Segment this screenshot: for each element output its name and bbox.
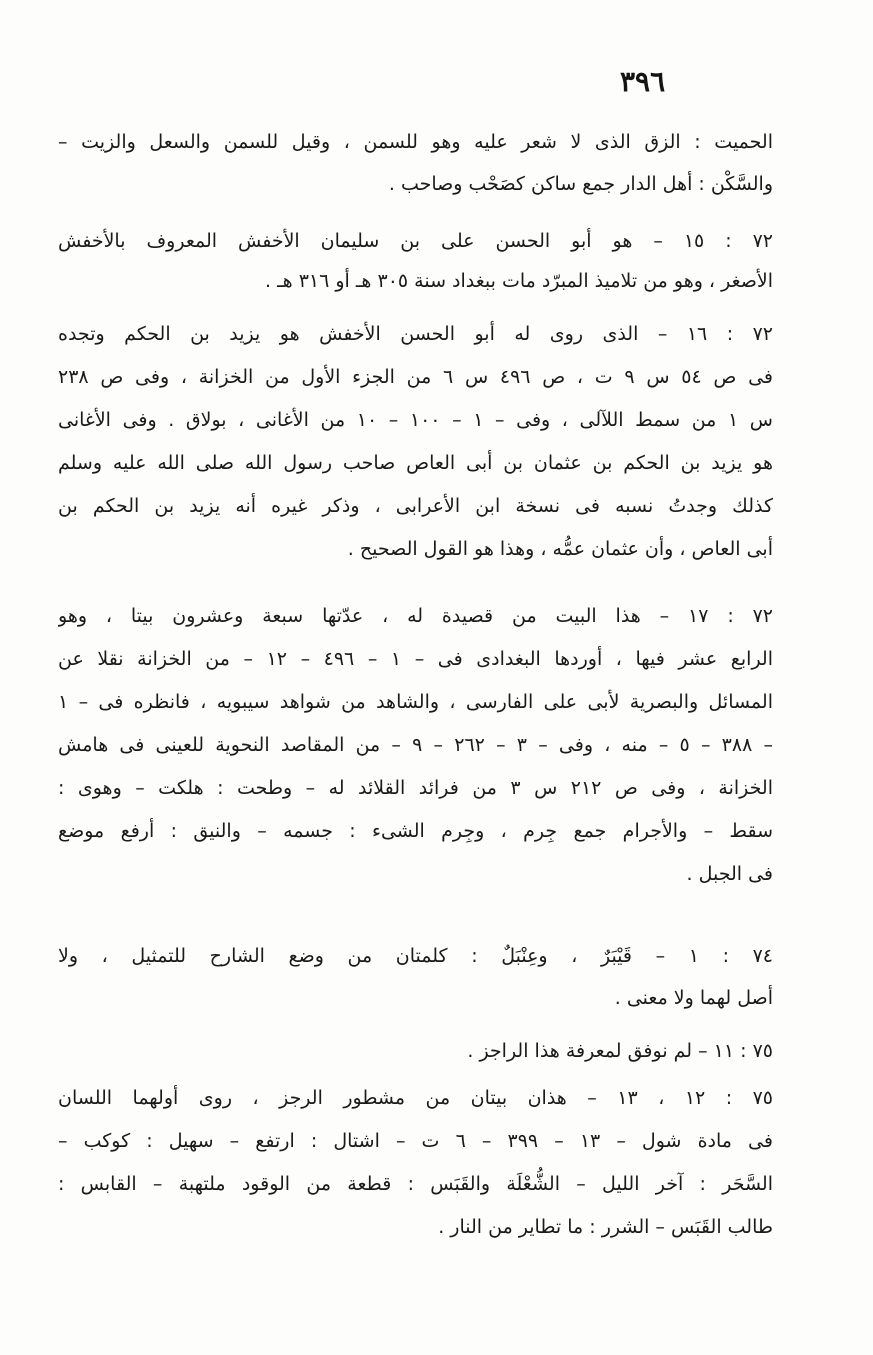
text-line: ٧٥ : ١٢ ، ١٣ – هذان بيتان من مشطور الرجز ، روى أولهما اللسان bbox=[58, 1087, 773, 1109]
text-line: المسائل والبصرية لأبى على الفارسى ، والشاهد من شواهد سيبويه ، فانظره فى – ١ bbox=[58, 691, 773, 713]
text-line: الرابع عشر فيها ، أوردها البغدادى فى – ١ – ٤٩٦ – ١٢ – من الخزانة نقلا عن bbox=[58, 648, 773, 670]
paragraph-note-74-1 bbox=[58, 936, 773, 1020]
text-line: فى مادة شول – ١٣ – ٣٩٩ – ٦ ت – اشتال : ارتفع – سهيل : كوكب – bbox=[58, 1130, 773, 1152]
text-line: فى الجبل . bbox=[686, 863, 773, 885]
text-line: أبى العاص ، وأن عثمان عمُّه ، وهذا هو القول الصحيح . bbox=[347, 538, 773, 560]
paragraph-note-72-16 bbox=[58, 314, 773, 584]
paragraph-note-72-17 bbox=[58, 596, 773, 926]
text-line: والسَّكْن : أهل الدار جمع ساكن كصَحْب وصاحب . bbox=[388, 173, 773, 195]
text-line: الأصغر ، وهو من تلاميذ المبرّد مات ببغداد سنة ٣٠٥ هـ أو ٣١٦ هـ . bbox=[264, 270, 773, 292]
text-line: ٧٢ : ١٧ – هذا البيت من قصيدة له ، عدّتها سبعة وعشرون بيتا ، وهو bbox=[58, 605, 773, 627]
text-line: ٧٤ : ١ – قَيْبَرٌ ، وعِنْبَلٌ : كلمتان من وضع الشارح للتمثيل ، ولا bbox=[58, 945, 773, 967]
text-line: فى ص ٥٤ س ٩ ت ، ص ٤٩٦ س ٦ من الجزء الأول من الخزانة ، وفى ص ٢٣٨ bbox=[58, 366, 773, 388]
text-line: ٧٢ : ١٥ – هو أبو الحسن على بن سليمان الأخفش المعروف بالأخفش bbox=[58, 230, 773, 252]
paragraph-note-75-11 bbox=[58, 1031, 773, 1071]
paragraph-note-72-15 bbox=[58, 221, 773, 301]
text-line: س ١ من سمط اللآلى ، وفى – ١ – ١٠٠ – ١٠ من الأغانى ، بولاق . وفى الأغانى bbox=[58, 409, 773, 431]
paragraph-note-75-12 bbox=[58, 1078, 773, 1258]
text-line: طالب القَبَس – الشرر : ما تطاير من النار . bbox=[438, 1216, 773, 1238]
text-line: ٧٥ : ١١ – لم نوفق لمعرفة هذا الراجز . bbox=[467, 1040, 773, 1062]
text-line: ٧٢ : ١٦ – الذى روى له أبو الحسن الأخفش هو يزيد بن الحكم وتجده bbox=[58, 323, 773, 345]
text-line: – ٣٨٨ – ٥ – منه ، وفى – ٣ – ٢٦٢ – ٩ – من المقاصد النحوية للعينى فى هامش bbox=[58, 734, 773, 756]
text-line: السَّحَر : آخر الليل – الشُّعْلَة والقَبَس : قطعة من الوقود ملتهبة – القابس : bbox=[58, 1173, 773, 1195]
text-line: هو يزيد بن الحكم بن عثمان بن أبى العاص صاحب رسول الله صلى الله عليه وسلم bbox=[58, 452, 773, 474]
text-line: الحميت : الزق الذى لا شعر عليه وهو للسمن ، وقيل للسمن والسعل والزيت – bbox=[58, 131, 773, 153]
text-line: كذلك وجدتُ نسبه فى نسخة ابن الأعرابى ، وذكر غيره أنه يزيد بن الحكم بن bbox=[58, 495, 773, 517]
text-line: الخزانة ، وفى ص ٢١٢ س ٣ من فرائد القلائد له – وطحت : هلكت – وهوى : bbox=[58, 777, 773, 799]
page-number: ٣٩٦ bbox=[620, 65, 666, 98]
text-line: سقط – والأجرام جمع جِرم ، وجِرم الشىء : جسمه – والنيق : أرفع موضع bbox=[58, 820, 773, 842]
paragraph-hamit-definition bbox=[58, 122, 773, 202]
text-line: أصل لهما ولا معنى . bbox=[614, 987, 773, 1009]
